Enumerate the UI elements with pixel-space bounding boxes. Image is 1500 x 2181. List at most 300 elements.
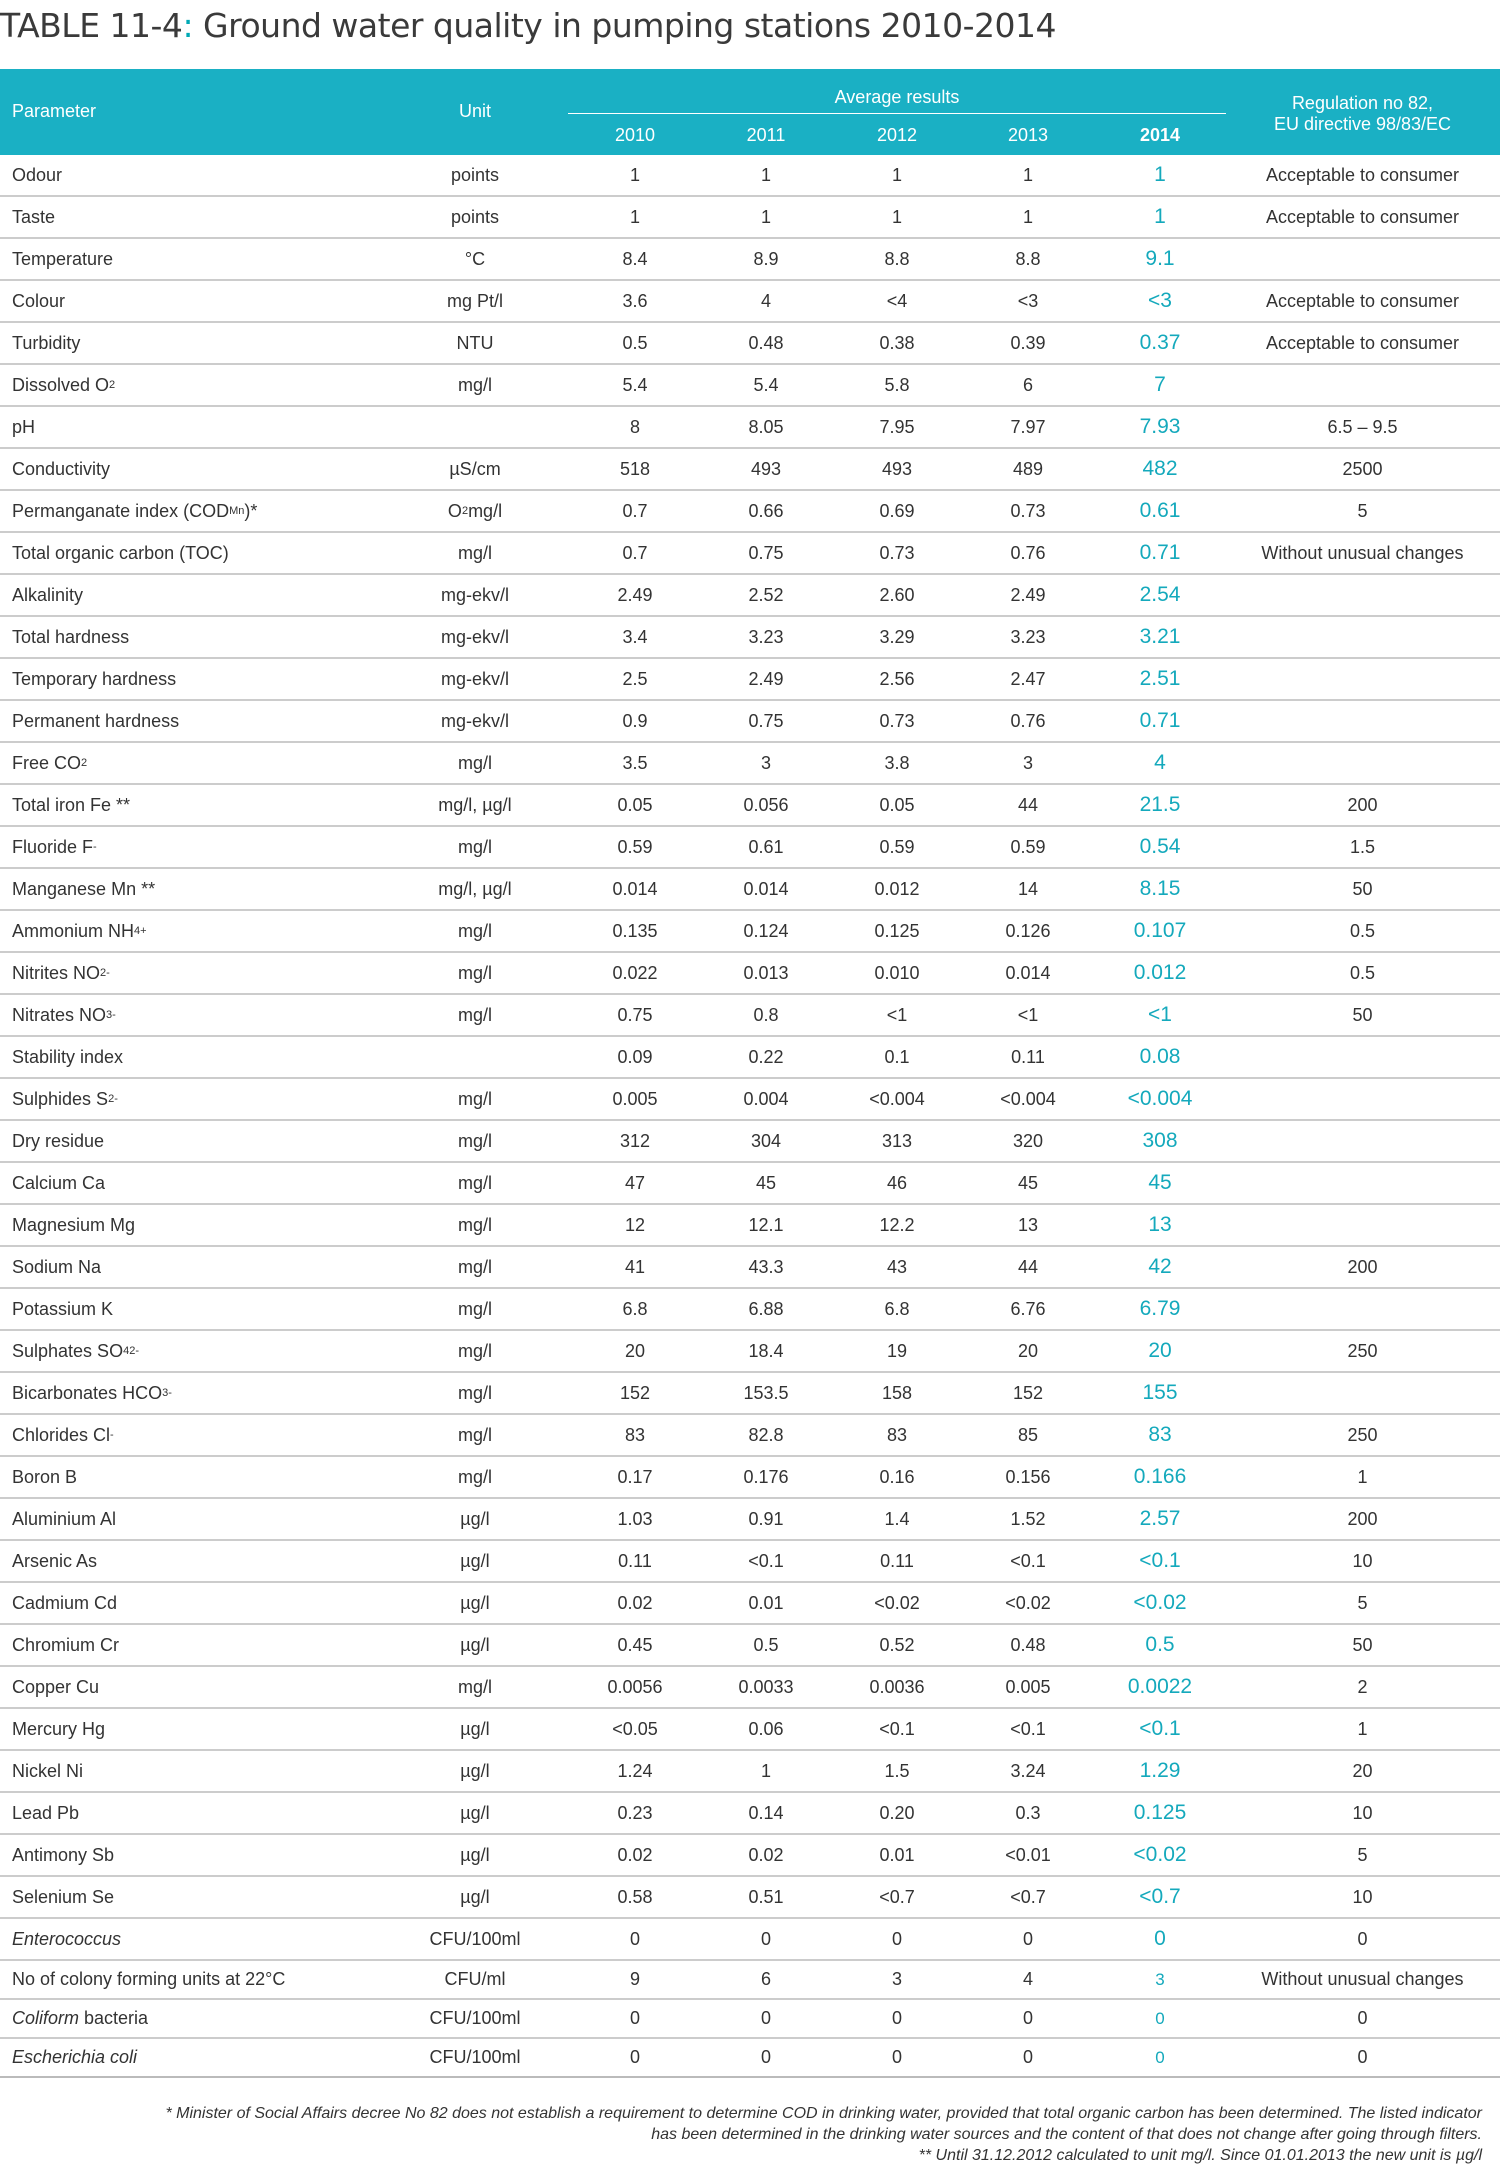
cell-value-2014: 2.51 bbox=[1139, 667, 1181, 690]
cell-regulation: 10 bbox=[1352, 1550, 1373, 1571]
unit-text: mg/l, µg/l bbox=[438, 878, 512, 899]
unit-text: CFU/100ml bbox=[429, 1928, 521, 1949]
cell-regulation: 0 bbox=[1357, 2008, 1368, 2028]
cell-unit bbox=[400, 1961, 550, 1998]
parameter-name: Ammonium NH bbox=[12, 920, 135, 941]
cell-value-2012: 43 bbox=[886, 1256, 908, 1277]
parameter-name: Alkalinity bbox=[12, 584, 84, 605]
parameter-name: Bicarbonates HCO bbox=[12, 1382, 163, 1403]
cell-unit bbox=[400, 1625, 550, 1665]
unit-text: µg/l bbox=[460, 1592, 490, 1613]
cell-value-2010: 0.58 bbox=[617, 1886, 653, 1907]
cell-regulation: Without unusual changes bbox=[1261, 1969, 1464, 1989]
cell-value-2013: 0.014 bbox=[1005, 962, 1051, 983]
cell-regulation bbox=[1240, 1289, 1485, 1329]
cell-value-2014: 0.54 bbox=[1139, 835, 1181, 858]
cell-value-2013: 1 bbox=[1022, 164, 1033, 185]
unit-text: mg/l bbox=[457, 1214, 492, 1235]
table-row bbox=[0, 1373, 1500, 1415]
cell-value-2012: 0 bbox=[891, 2047, 902, 2067]
cell-unit bbox=[400, 533, 550, 573]
cell-regulation: 1 bbox=[1357, 1718, 1368, 1739]
cell-value-2012: 0 bbox=[891, 2008, 902, 2028]
cell-value-2011: 0.22 bbox=[748, 1046, 784, 1067]
cell-value-2012: <0.7 bbox=[879, 1886, 915, 1907]
cell-parameter: Sulphides S 2- bbox=[12, 1088, 118, 1109]
cell-parameter bbox=[12, 1961, 285, 1998]
table-row bbox=[0, 1625, 1500, 1667]
table-row bbox=[0, 2000, 1500, 2039]
table-row bbox=[0, 869, 1500, 911]
cell-value-2011: 0.06 bbox=[748, 1718, 784, 1739]
cell-value-2013: 45 bbox=[1017, 1172, 1039, 1193]
cell-value-2013: 2.47 bbox=[1010, 668, 1046, 689]
unit-text: mg/l bbox=[457, 962, 492, 983]
cell-unit bbox=[400, 197, 550, 237]
parameter-name: Permanganate index (COD bbox=[12, 500, 230, 521]
cell-value-2014: 42 bbox=[1148, 1255, 1172, 1278]
parameter-name: Antimony Sb bbox=[12, 1844, 115, 1865]
cell-unit bbox=[400, 1205, 550, 1245]
cell-parameter bbox=[12, 701, 179, 741]
unit-text: µg/l bbox=[460, 1508, 490, 1529]
parameter-name: Mercury Hg bbox=[12, 1718, 106, 1739]
cell-parameter: Free CO 2 bbox=[12, 752, 88, 773]
cell-value-2011: 0.013 bbox=[743, 962, 789, 983]
cell-value-2012: 0.010 bbox=[874, 962, 920, 983]
parameter-name: Calcium Ca bbox=[12, 1172, 106, 1193]
cell-value-2012: 12.2 bbox=[879, 1214, 915, 1235]
cell-unit bbox=[400, 1457, 550, 1497]
cell-value-2010: 1 bbox=[629, 206, 640, 227]
cell-value-2013: <0.02 bbox=[1005, 1592, 1051, 1613]
cell-regulation: Without unusual changes bbox=[1261, 542, 1464, 563]
footnote-1-line2: has been determined in the drinking water sources and the content of that does not change after going through filters. bbox=[651, 2126, 1482, 2143]
cell-value-2012: 6.8 bbox=[884, 1298, 910, 1319]
cell-value-2011: 0.48 bbox=[748, 332, 784, 353]
cell-unit: O 2 mg/l bbox=[447, 500, 503, 521]
unit-text: points bbox=[450, 206, 500, 227]
table-caption: Ground water quality in pumping stations 2010-2014 bbox=[193, 6, 1056, 45]
cell-value-2013: 3 bbox=[1022, 752, 1033, 773]
cell-value-2010: 0.014 bbox=[612, 878, 658, 899]
table-row bbox=[0, 1919, 1500, 1961]
cell-parameter bbox=[12, 1205, 135, 1245]
cell-value-2011: 5.4 bbox=[753, 374, 779, 395]
cell-value-2012: 2.60 bbox=[879, 584, 915, 605]
table-body bbox=[0, 155, 1500, 2078]
cell-regulation: 250 bbox=[1347, 1424, 1378, 1445]
cell-regulation: 5 bbox=[1357, 1592, 1368, 1613]
table-row bbox=[0, 785, 1500, 827]
cell-value-2012: <0.02 bbox=[874, 1592, 920, 1613]
parameter-name: Lead Pb bbox=[12, 1802, 80, 1823]
cell-value-2011: 0.75 bbox=[748, 710, 784, 731]
unit-text: µg/l bbox=[460, 1550, 490, 1571]
cell-regulation bbox=[1240, 743, 1485, 783]
cell-value-2011: 12.1 bbox=[748, 1214, 784, 1235]
cell-value-2014: 0 bbox=[1154, 1927, 1166, 1950]
cell-value-2013: 0.76 bbox=[1010, 542, 1046, 563]
cell-value-2011: 493 bbox=[750, 458, 782, 479]
header-divider bbox=[568, 113, 1226, 114]
cell-regulation: 50 bbox=[1352, 1004, 1373, 1025]
cell-unit bbox=[400, 449, 550, 489]
cell-value-2010: 5.4 bbox=[622, 374, 648, 395]
header-regulation-line2: EU directive 98/83/EC bbox=[1273, 114, 1452, 134]
parameter-name: Sulphides S bbox=[12, 1088, 109, 1109]
cell-regulation: Acceptable to consumer bbox=[1265, 206, 1460, 227]
cell-value-2011: 3.23 bbox=[748, 626, 784, 647]
table-row bbox=[0, 1835, 1500, 1877]
table-row bbox=[0, 407, 1500, 449]
unit-text: µg/l bbox=[460, 1886, 490, 1907]
cell-unit bbox=[400, 407, 550, 447]
cell-value-2010: 3.4 bbox=[622, 626, 648, 647]
cell-regulation bbox=[1240, 1121, 1485, 1161]
cell-value-2014: 3 bbox=[1155, 1969, 1165, 1989]
cell-value-2012: 0.16 bbox=[879, 1466, 915, 1487]
cell-regulation: 5 bbox=[1357, 500, 1368, 521]
header-parameter: Parameter bbox=[12, 101, 97, 121]
unit-text: °C bbox=[464, 248, 486, 269]
cell-parameter bbox=[12, 869, 155, 909]
cell-value-2010: 2.49 bbox=[617, 584, 653, 605]
cell-parameter bbox=[12, 1625, 119, 1665]
cell-unit bbox=[400, 155, 550, 195]
cell-parameter: Nitrites NO 2 - bbox=[12, 962, 110, 983]
cell-value-2011: 0.0033 bbox=[738, 1676, 794, 1697]
unit-text: mg/l bbox=[457, 542, 492, 563]
header-regulation-line1: Regulation no 82, bbox=[1291, 93, 1434, 113]
parameter-name: Taste bbox=[12, 206, 56, 227]
cell-parameter: Bicarbonates HCO 3 - bbox=[12, 1382, 172, 1403]
table-row bbox=[0, 1289, 1500, 1331]
cell-value-2013: <0.01 bbox=[1005, 1844, 1051, 1865]
table-header bbox=[0, 69, 1500, 155]
cell-unit bbox=[400, 953, 550, 993]
unit-text: points bbox=[450, 164, 500, 185]
cell-value-2014: 1 bbox=[1154, 205, 1166, 228]
cell-value-2013: 489 bbox=[1012, 458, 1044, 479]
cell-parameter bbox=[12, 659, 176, 699]
cell-value-2014: 0.71 bbox=[1139, 541, 1181, 564]
cell-parameter bbox=[12, 1289, 113, 1329]
cell-unit bbox=[400, 659, 550, 699]
unit-text: mg Pt/l bbox=[446, 290, 503, 311]
cell-value-2014: 7.93 bbox=[1139, 415, 1181, 438]
cell-parameter bbox=[12, 617, 129, 657]
cell-value-2013: 0.11 bbox=[1011, 1046, 1045, 1067]
cell-unit bbox=[400, 701, 550, 741]
cell-unit bbox=[400, 1667, 550, 1707]
cell-value-2012: <0.004 bbox=[869, 1088, 925, 1109]
cell-parameter bbox=[12, 1709, 105, 1749]
unit-text: mg-ekv/l bbox=[440, 668, 509, 689]
cell-parameter bbox=[12, 575, 83, 615]
cell-value-2010: 0 bbox=[629, 2008, 640, 2028]
cell-value-2013: <1 bbox=[1017, 1004, 1039, 1025]
cell-value-2013: 6.76 bbox=[1010, 1298, 1046, 1319]
cell-value-2010: 0.02 bbox=[617, 1592, 653, 1613]
parameter-name: Nitrites NO bbox=[12, 962, 101, 983]
unit-text: mg-ekv/l bbox=[440, 710, 509, 731]
cell-value-2012: 0.05 bbox=[879, 794, 915, 815]
unit-text: µg/l bbox=[460, 1760, 490, 1781]
parameter-name: Total hardness bbox=[12, 626, 130, 647]
cell-value-2013: 3.24 bbox=[1010, 1760, 1046, 1781]
parameter-name: Coliform bbox=[12, 2008, 80, 2028]
table-row bbox=[0, 1709, 1500, 1751]
table-row bbox=[0, 617, 1500, 659]
cell-value-2014: 3.21 bbox=[1139, 625, 1181, 648]
unit-text: µg/l bbox=[460, 1634, 490, 1655]
cell-value-2014: 0 bbox=[1155, 2008, 1165, 2028]
cell-unit bbox=[400, 1373, 550, 1413]
cell-parameter bbox=[12, 239, 113, 279]
header-year-2012: 2012 bbox=[876, 125, 918, 145]
parameter-name: Arsenic As bbox=[12, 1550, 98, 1571]
cell-value-2013: 4 bbox=[1022, 1969, 1033, 1989]
table-row bbox=[0, 1961, 1500, 2000]
cell-parameter bbox=[12, 1499, 116, 1539]
cell-value-2012: 0.1 bbox=[884, 1046, 910, 1067]
cell-regulation: 50 bbox=[1352, 1634, 1373, 1655]
parameter-name: pH bbox=[12, 416, 36, 437]
table-row bbox=[0, 1793, 1500, 1835]
cell-parameter bbox=[12, 281, 65, 321]
table-row bbox=[0, 1499, 1500, 1541]
cell-unit bbox=[400, 1919, 550, 1959]
table-row bbox=[0, 1877, 1500, 1919]
cell-parameter bbox=[12, 1919, 121, 1959]
cell-value-2014: 0.012 bbox=[1133, 961, 1187, 984]
cell-value-2010: 0.005 bbox=[612, 1088, 658, 1109]
unit-text: µg/l bbox=[460, 1844, 490, 1865]
cell-parameter bbox=[12, 533, 229, 573]
table-row bbox=[0, 1583, 1500, 1625]
cell-parameter: Nitrates NO 3 - bbox=[12, 1004, 116, 1025]
cell-value-2010: 0.5 bbox=[622, 332, 648, 353]
cell-value-2014: <0.7 bbox=[1139, 1885, 1181, 1908]
cell-unit bbox=[400, 1751, 550, 1791]
cell-parameter bbox=[12, 1121, 104, 1161]
cell-value-2013: 13 bbox=[1017, 1214, 1039, 1235]
parameter-name: Manganese Mn ** bbox=[12, 878, 156, 899]
cell-value-2014: 83 bbox=[1148, 1423, 1172, 1446]
table-row bbox=[0, 659, 1500, 701]
table-row bbox=[0, 491, 1500, 533]
cell-value-2010: 8 bbox=[629, 416, 640, 437]
cell-parameter: Ammonium NH 4 + bbox=[12, 920, 147, 941]
cell-value-2012: 46 bbox=[886, 1172, 908, 1193]
cell-value-2014: 0.71 bbox=[1139, 709, 1181, 732]
cell-value-2011: 0 bbox=[760, 2008, 771, 2028]
cell-parameter bbox=[12, 197, 55, 237]
cell-unit bbox=[400, 1289, 550, 1329]
cell-value-2012: 0.52 bbox=[879, 1634, 915, 1655]
cell-value-2012: 0.73 bbox=[879, 542, 915, 563]
cell-value-2010: 83 bbox=[624, 1424, 646, 1445]
cell-value-2011: 153.5 bbox=[743, 1382, 789, 1403]
cell-regulation: Acceptable to consumer bbox=[1265, 290, 1460, 311]
cell-value-2013: 0.48 bbox=[1010, 1634, 1046, 1655]
parameter-name: Boron B bbox=[12, 1466, 78, 1487]
cell-value-2013: 0 bbox=[1022, 2008, 1033, 2028]
cell-value-2011: 4 bbox=[760, 290, 771, 311]
cell-value-2010: 6.8 bbox=[622, 1298, 648, 1319]
cell-value-2014: <0.1 bbox=[1139, 1717, 1181, 1740]
table-number: TABLE 11-4 bbox=[0, 6, 183, 45]
cell-value-2012: 3 bbox=[891, 1969, 902, 1989]
cell-regulation bbox=[1240, 659, 1485, 699]
cell-unit bbox=[400, 1835, 550, 1875]
cell-value-2013: 0.126 bbox=[1005, 920, 1051, 941]
cell-value-2014: <0.1 bbox=[1139, 1549, 1181, 1572]
cell-unit bbox=[400, 743, 550, 783]
unit-text: O bbox=[447, 500, 462, 521]
cell-parameter bbox=[12, 449, 110, 489]
cell-value-2010: 3.5 bbox=[622, 752, 648, 773]
cell-value-2014: 308 bbox=[1142, 1129, 1178, 1152]
parameter-name: Dissolved O bbox=[12, 374, 110, 395]
cell-unit bbox=[400, 2000, 550, 2037]
cell-regulation: 10 bbox=[1352, 1802, 1373, 1823]
cell-regulation: 20 bbox=[1352, 1760, 1373, 1781]
cell-value-2012: 493 bbox=[881, 458, 913, 479]
page-title bbox=[0, 0, 1056, 52]
cell-value-2011: 43.3 bbox=[748, 1256, 784, 1277]
cell-value-2010: 152 bbox=[619, 1382, 651, 1403]
parameter-name: Temperature bbox=[12, 248, 114, 269]
cell-value-2010: 0.45 bbox=[617, 1634, 653, 1655]
header-year-2010: 2010 bbox=[614, 125, 656, 145]
cell-value-2012: 0.59 bbox=[879, 836, 915, 857]
cell-value-2010: 41 bbox=[624, 1256, 646, 1277]
cell-unit bbox=[400, 1415, 550, 1455]
cell-value-2012: 3.29 bbox=[879, 626, 915, 647]
cell-regulation bbox=[1240, 1079, 1485, 1119]
parameter-name: Chlorides Cl bbox=[12, 1424, 111, 1445]
cell-value-2014: 2.54 bbox=[1139, 583, 1181, 606]
cell-value-2011: <0.1 bbox=[748, 1550, 784, 1571]
cell-value-2014: <3 bbox=[1148, 289, 1172, 312]
cell-value-2013: <0.004 bbox=[1000, 1088, 1056, 1109]
cell-value-2010: <0.05 bbox=[612, 1718, 658, 1739]
parameter-name: Magnesium Mg bbox=[12, 1214, 136, 1235]
cell-value-2014: 9.1 bbox=[1145, 247, 1175, 270]
cell-regulation: 10 bbox=[1352, 1886, 1373, 1907]
cell-value-2013: 2.49 bbox=[1010, 584, 1046, 605]
table-row bbox=[0, 1751, 1500, 1793]
cell-value-2010: 0.09 bbox=[617, 1046, 653, 1067]
unit-text: mg/l bbox=[457, 1088, 492, 1109]
cell-value-2012: 0.73 bbox=[879, 710, 915, 731]
cell-value-2013: 44 bbox=[1017, 794, 1039, 815]
parameter-name: Stability index bbox=[12, 1046, 124, 1067]
header-average-results: Average results bbox=[834, 87, 960, 107]
parameter-name: Free CO bbox=[12, 752, 82, 773]
cell-parameter bbox=[12, 1541, 97, 1581]
cell-unit bbox=[400, 827, 550, 867]
cell-regulation: 1 bbox=[1357, 1466, 1368, 1487]
cell-unit bbox=[400, 1541, 550, 1581]
cell-value-2013: 85 bbox=[1017, 1424, 1039, 1445]
cell-value-2010: 0.75 bbox=[617, 1004, 653, 1025]
cell-value-2013: <0.1 bbox=[1010, 1718, 1046, 1739]
cell-unit bbox=[400, 1079, 550, 1119]
cell-value-2011: 0.14 bbox=[748, 1802, 784, 1823]
cell-value-2010: 0.17 bbox=[617, 1466, 653, 1487]
cell-value-2013: 20 bbox=[1017, 1340, 1039, 1361]
table-row bbox=[0, 743, 1500, 785]
cell-value-2011: 0.91 bbox=[748, 1508, 784, 1529]
cell-value-2014: 0.125 bbox=[1133, 1801, 1187, 1824]
cell-value-2011: 0.02 bbox=[748, 1844, 784, 1865]
cell-regulation bbox=[1240, 575, 1485, 615]
cell-value-2014: 0.08 bbox=[1139, 1045, 1181, 1068]
cell-value-2012: 0 bbox=[891, 1928, 902, 1949]
table-row bbox=[0, 953, 1500, 995]
cell-value-2011: 0.176 bbox=[743, 1466, 789, 1487]
unit-text: CFU/100ml bbox=[429, 2047, 521, 2067]
cell-unit bbox=[400, 1583, 550, 1623]
parameter-name: Selenium Se bbox=[12, 1886, 115, 1907]
table-row bbox=[0, 2039, 1500, 2078]
table-row bbox=[0, 155, 1500, 197]
unit-text: mg/l bbox=[457, 920, 492, 941]
cell-value-2010: 518 bbox=[619, 458, 651, 479]
cell-value-2010: 0.135 bbox=[612, 920, 658, 941]
table-row bbox=[0, 575, 1500, 617]
cell-value-2012: <1 bbox=[886, 1004, 908, 1025]
unit-suffix: mg/l bbox=[468, 500, 503, 521]
cell-value-2011: 0.056 bbox=[743, 794, 789, 815]
table-row bbox=[0, 701, 1500, 743]
cell-value-2012: 7.95 bbox=[879, 416, 915, 437]
parameter-name: Nickel Ni bbox=[12, 1760, 84, 1781]
cell-value-2013: 7.97 bbox=[1010, 416, 1046, 437]
table-row bbox=[0, 1541, 1500, 1583]
cell-value-2011: 304 bbox=[750, 1130, 782, 1151]
cell-value-2012: 0.012 bbox=[874, 878, 920, 899]
cell-unit bbox=[400, 1163, 550, 1203]
parameter-name: Sulphates SO bbox=[12, 1340, 124, 1361]
cell-parameter: Chlorides Cl - bbox=[12, 1424, 114, 1445]
header-year-2013: 2013 bbox=[1007, 125, 1049, 145]
cell-value-2011: 1 bbox=[760, 206, 771, 227]
unit-text: µg/l bbox=[460, 1718, 490, 1739]
unit-text: mg/l bbox=[457, 1256, 492, 1277]
cell-regulation: Acceptable to consumer bbox=[1265, 332, 1460, 353]
parameter-name: Nitrates NO bbox=[12, 1004, 107, 1025]
cell-value-2011: 18.4 bbox=[748, 1340, 784, 1361]
cell-unit bbox=[400, 1037, 550, 1077]
cell-regulation bbox=[1240, 701, 1485, 741]
cell-regulation: 6.5 – 9.5 bbox=[1327, 416, 1398, 437]
cell-value-2011: 2.52 bbox=[748, 584, 784, 605]
cell-value-2011: 0.66 bbox=[748, 500, 784, 521]
cell-parameter bbox=[12, 1877, 114, 1917]
cell-parameter bbox=[12, 1457, 77, 1497]
cell-value-2010: 0.11 bbox=[618, 1550, 652, 1571]
cell-regulation bbox=[1240, 365, 1485, 405]
cell-value-2010: 0.23 bbox=[617, 1802, 653, 1823]
cell-value-2014: 0.61 bbox=[1139, 499, 1181, 522]
cell-unit bbox=[400, 323, 550, 363]
cell-value-2010: 47 bbox=[624, 1172, 646, 1193]
cell-value-2011: 45 bbox=[755, 1172, 777, 1193]
